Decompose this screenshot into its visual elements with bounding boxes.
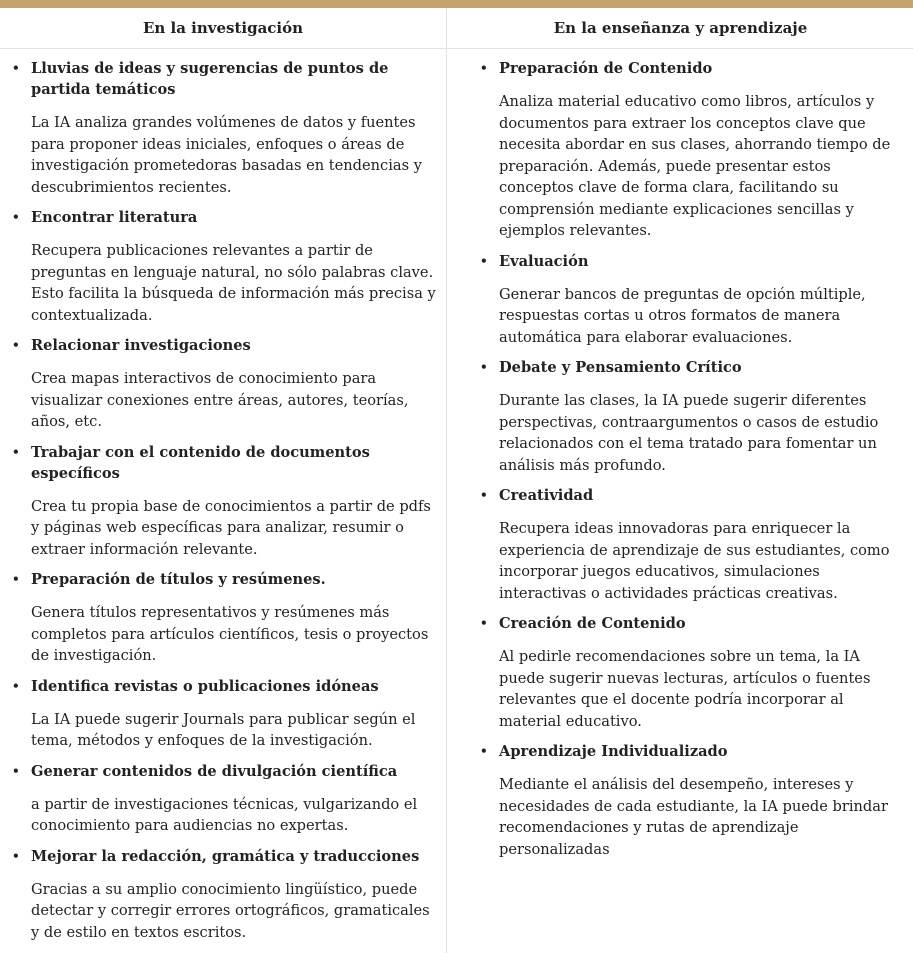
item-description: La IA analiza grandes volúmenes de datos y fuentes para proponer ideas iniciales, enfoques o áreas de investigación prometedoras basadas en tendencias y descubrimientos recientes. bbox=[31, 114, 422, 196]
bullet-icon: • bbox=[480, 253, 488, 268]
table-header-row bbox=[0, 8, 913, 49]
teaching-column bbox=[480, 58, 908, 869]
bullet-icon: • bbox=[480, 744, 488, 758]
top-accent-bar bbox=[0, 0, 913, 8]
list-item bbox=[12, 761, 440, 837]
bullet-icon: • bbox=[480, 61, 488, 75]
item-title: Evaluación bbox=[499, 252, 589, 270]
bullet-icon: • bbox=[12, 61, 20, 75]
item-description: Crea tu propia base de conocimientos a partir de pdfs y páginas web específicas para analizar, resumir o extraer información relevante. bbox=[31, 497, 431, 558]
bullet-icon: • bbox=[12, 210, 20, 224]
list-item bbox=[12, 442, 440, 561]
list-item bbox=[12, 676, 440, 752]
list-item bbox=[480, 251, 908, 349]
item-title: Generar contenidos de divulgación científica bbox=[31, 762, 398, 780]
list-item bbox=[480, 58, 908, 242]
item-description: Mediante el análisis del desempeño, intereses y necesidades de cada estudiante, la IA puede brindar recomendaciones y rutas de aprendizaje personalizadas bbox=[499, 776, 888, 858]
item-description: a partir de investigaciones técnicas, vulgarizando el conocimiento para audiencias no expertas. bbox=[31, 795, 418, 834]
item-description: Durante las clases, la IA puede sugerir diferentes perspectivas, contraargumentos o casos de estudio relacionados con el tema tratado para fomentar un análisis más profundo. bbox=[499, 392, 879, 474]
item-description: Gracias a su amplio conocimiento lingüístico, puede detectar y corregir errores ortográficos, gramaticales y de estilo en textos escritos. bbox=[31, 880, 430, 941]
list-item bbox=[12, 58, 440, 198]
bullet-icon: • bbox=[12, 848, 20, 863]
item-description: Recupera ideas innovadoras para enriquecer la experiencia de aprendizaje de sus estudiantes, como incorporar juegos educativos, simulaciones interactivas o actividades prácticas creativas. bbox=[499, 520, 890, 602]
bullet-icon: • bbox=[12, 444, 20, 459]
item-title: Creación de Contenido bbox=[499, 615, 686, 632]
bullet-icon: • bbox=[12, 572, 20, 586]
item-description: Recupera publicaciones relevantes a partir de preguntas en lenguaje natural, no sólo palabras clave. Esto facilita la búsqueda de información más precisa y contextualizada. bbox=[31, 242, 436, 324]
column-divider bbox=[446, 48, 447, 953]
column-header-teaching: En la enseñanza y aprendizaje bbox=[446, 8, 913, 48]
list-item bbox=[480, 613, 908, 732]
item-title: Preparación de títulos y resúmenes. bbox=[31, 571, 326, 588]
item-description: Crea mapas interactivos de conocimiento para visualizar conexiones entre áreas, autores, teorías, años, etc. bbox=[31, 370, 409, 430]
list-item bbox=[12, 569, 440, 667]
list-item bbox=[12, 846, 440, 944]
list-item bbox=[480, 485, 908, 604]
item-title: Debate y Pensamiento Crítico bbox=[499, 359, 742, 376]
item-description: Analiza material educativo como libros, artículos y documentos para extraer los conceptos clave que necesita abordar en sus clases, ahorrando tiempo de preparación. Además, puede presentar estos conceptos clave de forma clara, facilitando su comprensión mediante explicaciones sencillas y ejemplos relevantes. bbox=[499, 93, 891, 239]
item-title: Aprendizaje Individualizado bbox=[499, 743, 728, 760]
bullet-icon: • bbox=[480, 616, 488, 630]
list-item bbox=[12, 335, 440, 433]
item-description: La IA puede sugerir Journals para publicar según el tema, métodos y enfoques de la investigación. bbox=[31, 710, 416, 749]
research-column bbox=[12, 58, 440, 952]
bullet-icon: • bbox=[480, 488, 488, 502]
item-title: Relacionar investigaciones bbox=[31, 337, 251, 354]
list-item bbox=[480, 357, 908, 476]
item-title: Encontrar literatura bbox=[31, 209, 198, 226]
list-item bbox=[12, 207, 440, 326]
item-description: Genera títulos representativos y resúmenes más completos para artículos científicos, tesis o proyectos de investigación. bbox=[31, 604, 429, 664]
list-item bbox=[480, 741, 908, 860]
item-title: Mejorar la redacción, gramática y traducciones bbox=[31, 847, 420, 865]
column-header-research: En la investigación bbox=[142, 19, 304, 37]
item-title: Preparación de Contenido bbox=[499, 60, 713, 77]
item-title: Identifica revistas o publicaciones idóneas bbox=[31, 677, 379, 695]
bullet-icon: • bbox=[12, 678, 20, 693]
bullet-icon: • bbox=[12, 338, 20, 352]
item-description: Al pedirle recomendaciones sobre un tema, la IA puede sugerir nuevas lecturas, artículos o fuentes relevantes que el docente podría incorporar al material educativo. bbox=[499, 648, 871, 730]
item-title: Creatividad bbox=[499, 487, 594, 504]
bullet-icon: • bbox=[12, 763, 20, 778]
item-description: Generar bancos de preguntas de opción múltiple, respuestas cortas u otros formatos de manera automática para elaborar evaluaciones. bbox=[499, 285, 866, 346]
bullet-icon: • bbox=[480, 360, 488, 374]
item-title: Trabajar con el contenido de documentos específicos bbox=[31, 443, 370, 482]
item-title: Lluvias de ideas y sugerencias de puntos de partida temáticos bbox=[31, 60, 389, 98]
